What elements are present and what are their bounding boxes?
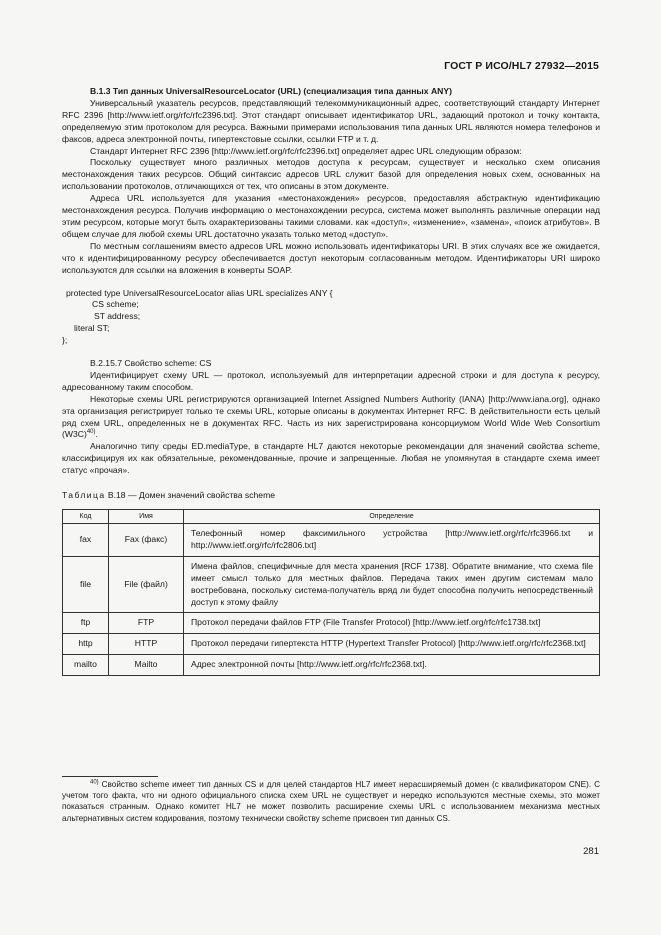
cell-code: fax xyxy=(63,524,109,557)
cell-code: mailto xyxy=(63,655,109,676)
footnote xyxy=(62,779,600,824)
footnote-divider xyxy=(62,776,158,777)
cell-definition: Телефонный номер факсимильного устройства [http://www.ietf.org/rfc/rfc3966.txt и http://www.ietf.org/rfc/rfc2806.txt] xyxy=(184,524,600,557)
paragraph-text: Некоторые схемы URL регистрируются организацией Internet Assigned Numbers Authority (IANA) [http://www.iana.org], однако эта организация регистрирует только те схемы URL, которые описаны в документах Интернет RFC. В действительности есть целый ряд схем URL, определенных не в документах RFC. Часть из них зарегистрирована консорциумом World Wide Web Consortium (W3C) xyxy=(62,393,600,440)
subsection-title: B.2.15.7 Свойство scheme: CS xyxy=(90,358,212,369)
table-row xyxy=(63,556,600,613)
footnote-ref: 40) xyxy=(86,429,96,436)
column-header-name: Имя xyxy=(109,510,184,524)
table-caption-word: Таблица xyxy=(62,490,106,501)
paragraph-text: . xyxy=(95,429,98,440)
code-line: CS scheme; xyxy=(92,299,139,310)
cell-definition: Имена файлов, специфичные для места хранения [RCF 1738]. Обратите внимание, что схема file имеет смысл только для местных файлов. Передача таких имен другим системам мало востребована, поскольку система-получатель вряд ли будет способна получить непосредственный доступ к этому файлу xyxy=(184,556,600,613)
cell-code: ftp xyxy=(63,613,109,634)
page-number: 281 xyxy=(583,846,599,857)
table-caption xyxy=(62,490,600,502)
code-line: literal ST; xyxy=(74,323,110,334)
cell-code: file xyxy=(63,556,109,613)
cell-code: http xyxy=(63,634,109,655)
paragraph: Идентифицирует схему URL — протокол, используемый для интерпретации адресной строки и для доступа к ресурсу, адресованному таким способом. xyxy=(62,369,600,392)
code-block xyxy=(62,288,600,348)
column-header-definition: Определение xyxy=(184,510,600,524)
paragraph: Адреса URL используется для указания «местонахождения» ресурсов, предоставляя абстрактную идентификацию местонахождения ресурса. Получив информацию о местонахождении ресурса, система может выполнять различные операции над этим ресурсом, которые могут быть охарактеризованы такими словами. как «доступ», «изменение», «замена», «поиск атрибутов». В общем случае для любой схемы URL достаточно указать только метод «доступ». xyxy=(62,193,600,239)
table-caption-text: B.18 — Домен значений свойства scheme xyxy=(105,490,276,501)
cell-name: File (файл) xyxy=(109,556,184,613)
code-line: protected type UniversalResourceLocator alias URL specializes ANY { xyxy=(66,287,333,298)
table-row xyxy=(63,613,600,634)
code-line: ST address; xyxy=(94,311,141,322)
scheme-domain-table xyxy=(62,509,600,676)
paragraph: Поскольку существует много различных методов доступа к ресурсам, существует и несколько схем описания местонахождения таких ресурсов. Общий синтаксис адресов URL служит базой для определения новых схем, основанных на использовании протоколов, отличающихся от тех, что описаны в этом документе. xyxy=(62,157,600,192)
cell-definition: Протокол передачи гипертекста HTTP (Hypertext Transfer Protocol) [http://www.ietf.org/rfc/rfc2368.txt] xyxy=(184,634,600,655)
cell-definition: Адрес электронной почты [http://www.ietf.org/rfc/rfc2368.txt]. xyxy=(184,655,600,676)
cell-name: HTTP xyxy=(109,634,184,655)
table-header-row xyxy=(63,510,600,524)
table-row xyxy=(63,634,600,655)
column-header-code: Код xyxy=(63,510,109,524)
cell-name: Mailto xyxy=(109,655,184,676)
table-row xyxy=(63,655,600,676)
cell-name: FTP xyxy=(109,613,184,634)
table-row xyxy=(63,524,600,557)
cell-definition: Протокол передачи файлов FTP (File Transfer Protocol) [http://www.ietf.org/rfc/rfc1738.txt] xyxy=(184,613,600,634)
document-body xyxy=(62,86,600,676)
paragraph xyxy=(62,394,600,442)
standard-header: ГОСТ Р ИСО/HL7 27932—2015 xyxy=(444,60,599,72)
footnote-text: Свойство scheme имеет тип данных CS и для целей стандартов HL7 имеет нерасширяемый домен (с квалификатором CNE). С учетом того факта, что ни одного официального списка схем URL не существует и нередко используются местные схемы, это может показаться странным. Однако комитет HL7 не может позволить расширение схемы URL с использованием механизма местных альтернативных систем кодирования, поэтому технически свойству scheme присвоен тип данных CS. xyxy=(62,780,600,823)
cell-name: Fax (факс) xyxy=(109,524,184,557)
footnote-marker: 40) xyxy=(90,779,99,786)
paragraph: По местным соглашениям вместо адресов URL можно использовать идентификаторы URI. В этих случаях все же ожидается, что к идентифицированному ресурсу обеспечивается доступ некоторым согласованным методом. Идентификаторы URI широко используются для ссылки на вложения в конверты SOAP. xyxy=(62,240,600,275)
code-line: }; xyxy=(62,335,68,346)
section-title: B.1.3 Тип данных UniversalResourceLocator (URL) (специализация типа данных ANY) xyxy=(90,86,452,96)
paragraph: Универсальный указатель ресурсов, представляющий телекоммуникационный адрес, соответствующий стандарту Интернет RFC 2396 [http://www.ietf.org/rfc/rfc2396.txt]. Этот стандарт описывает идентификатор URL, задающий протокол и точку контакта, определяемую этим протоколом для ресурса. Важными примерами использования типа данных URL являются номера телефонов и факсов, адреса электронной почты, гипертекстовые ссылки, ссылки FTP и т. д. xyxy=(62,97,600,144)
paragraph: Аналогично типу среды ED.mediaType, в стандарте HL7 даются некоторые рекомендации для значений свойства scheme, классифицируя их как обязательные, рекомендованные, прочие и запрещенные. Любая не упомянутая в стандарте схема имеет статус «прочая». xyxy=(62,441,600,476)
paragraph: Стандарт Интернет RFC 2396 [http://www.ietf.org/rfc/rfc2396.txt] определяет адрес URL следующим образом: xyxy=(90,145,522,156)
